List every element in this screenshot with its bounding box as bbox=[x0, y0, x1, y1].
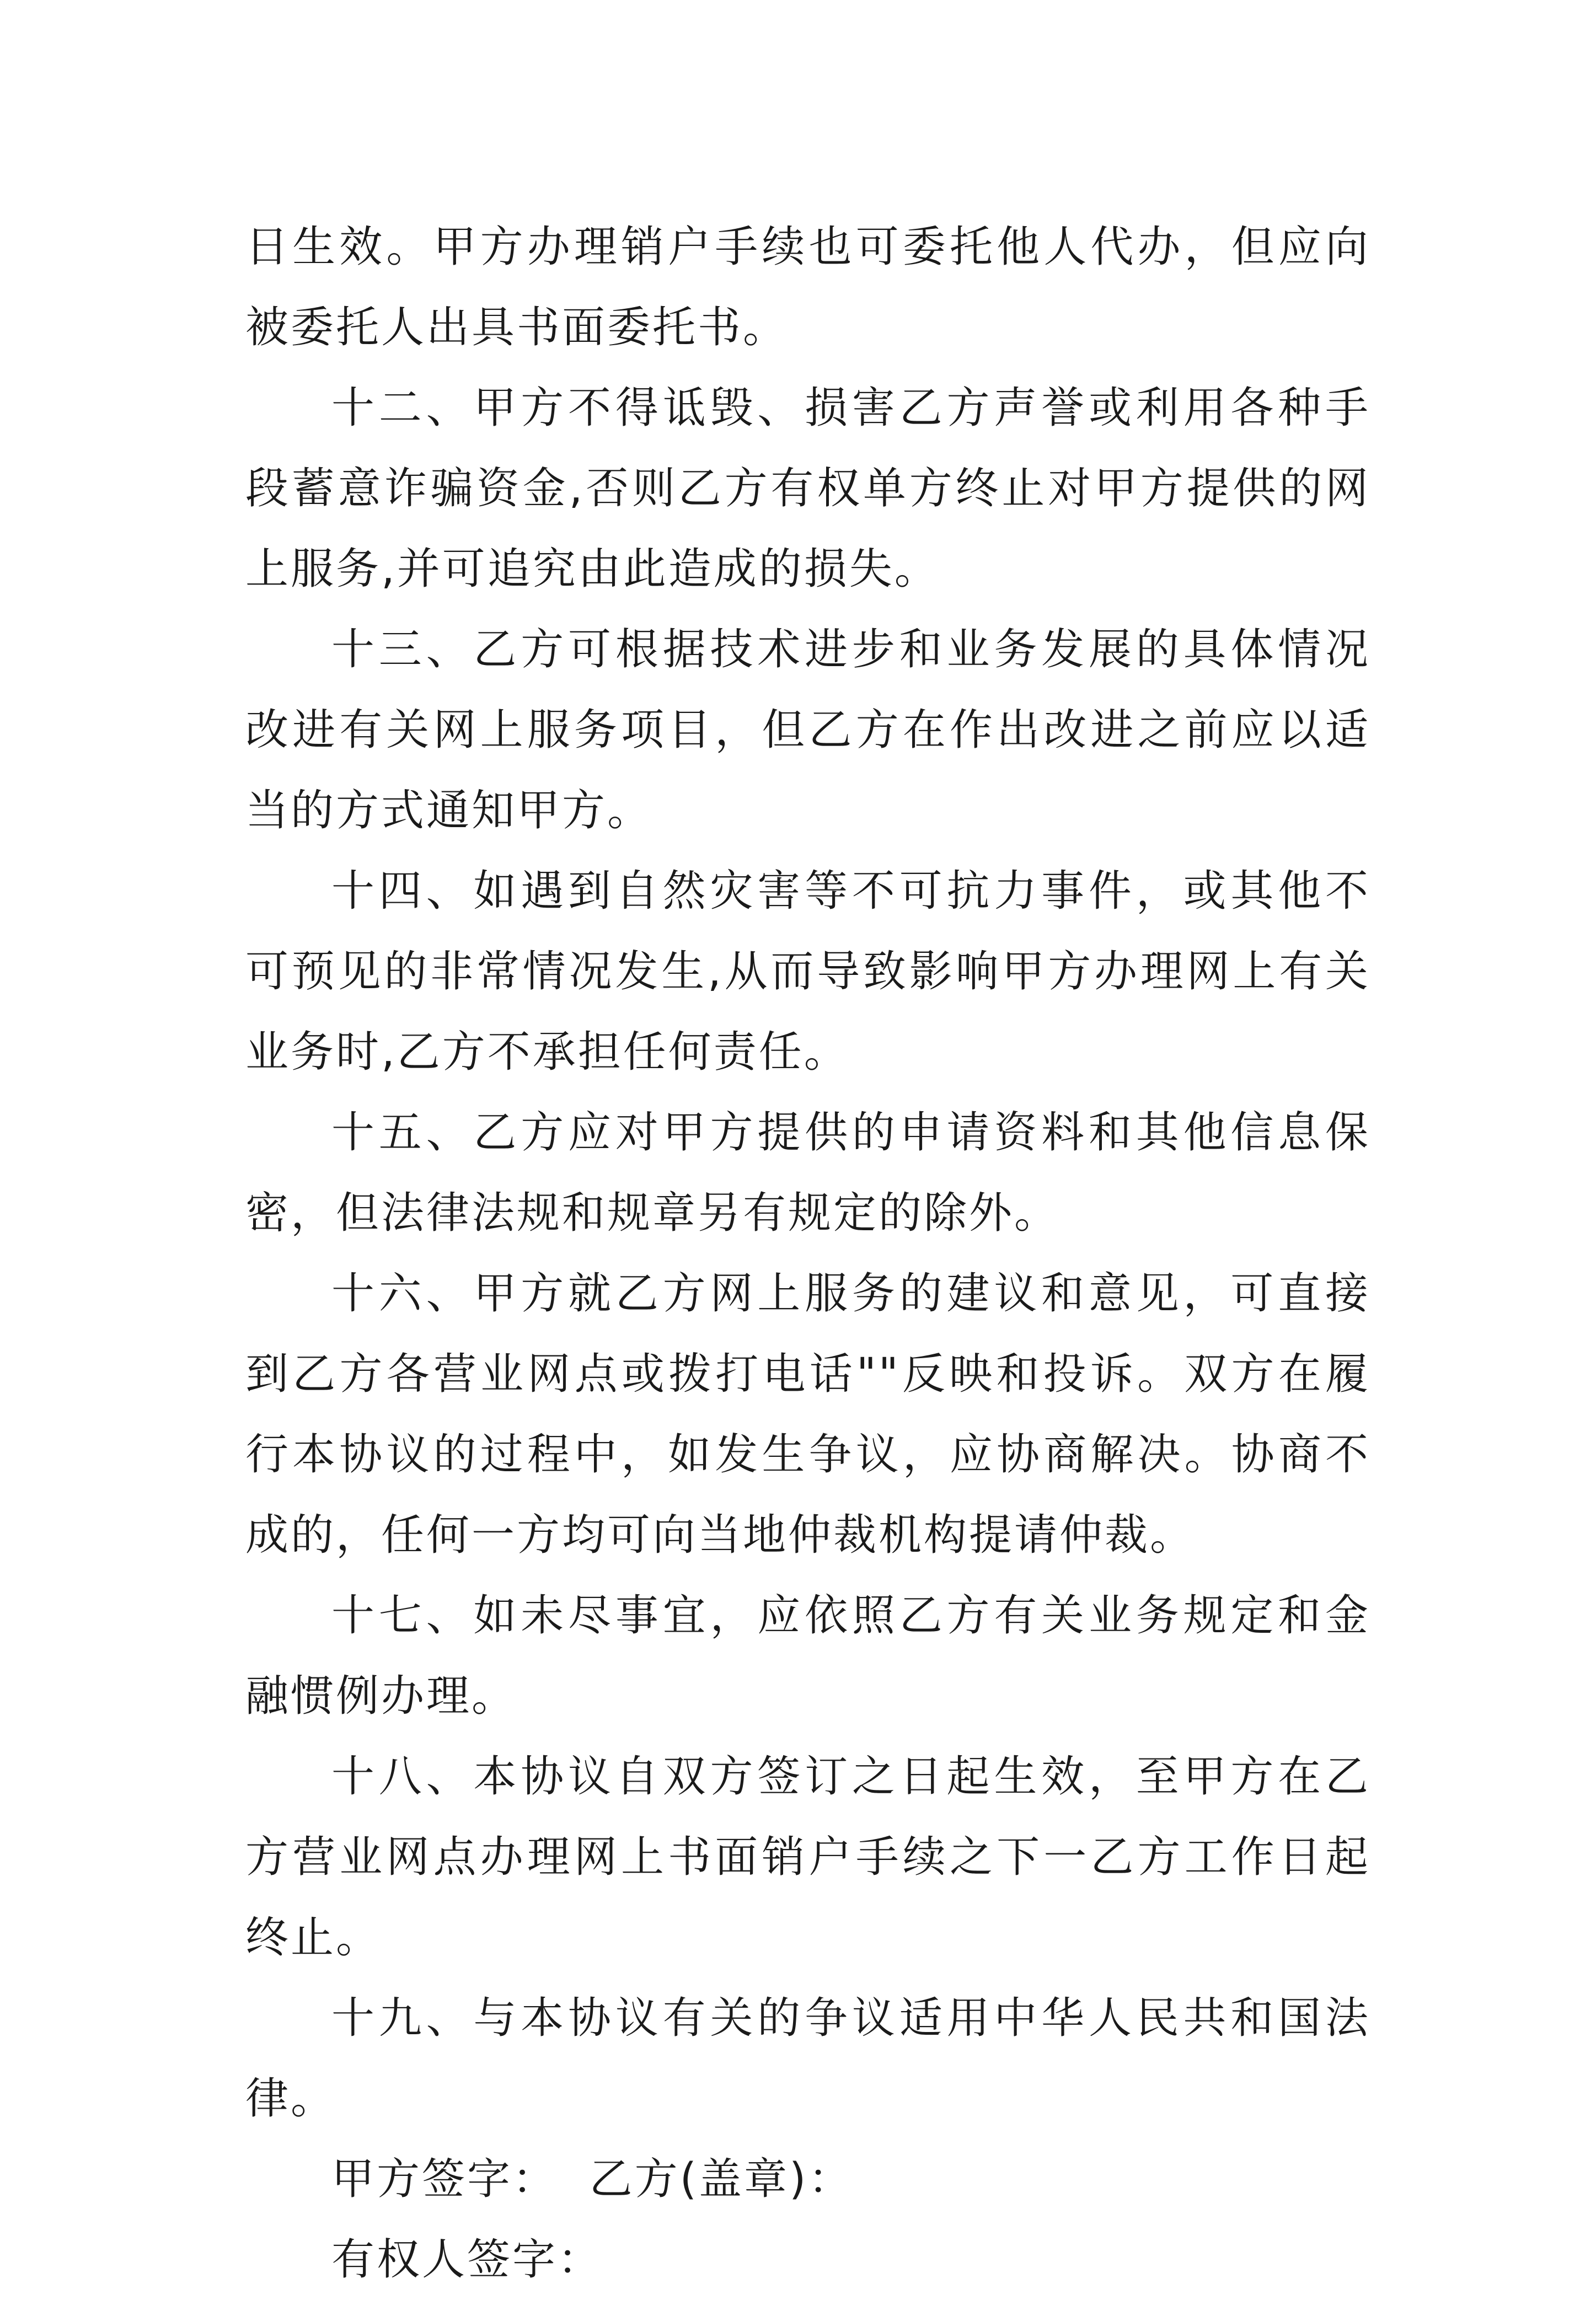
clause-14: 十四、如遇到自然灾害等不可抗力事件，或其他不可预见的非常情况发生,从而导致影响甲方办理网上有关业务时,乙方不承担任何责任。 bbox=[245, 866, 1370, 1077]
clause-13: 十三、乙方可根据技术进步和业务发展的具体情况改进有关网上服务项目，但乙方在作出改进之前应以适当的方式通知甲方。 bbox=[245, 625, 1370, 835]
authorized-signature-label: 有权人签字： bbox=[331, 2235, 603, 2285]
clause-18: 十八、本协议自双方签订之日起生效，至甲方在乙方营业网点办理网上书面销户手续之下一乙方工作日起终止。 bbox=[245, 1752, 1370, 1963]
party-b-seal-label: 乙方(盖章)： bbox=[589, 2154, 854, 2204]
clause-11-continued: 日生效。甲方办理销户手续也可委托他人代办，但应向被委托人出具书面委托书。 bbox=[245, 222, 1370, 352]
document-body bbox=[245, 207, 1370, 2300]
clause-19: 十九、与本协议有关的争议适用中华人民共和国法律。 bbox=[245, 1993, 1370, 2124]
party-a-signature-label: 甲方签字： bbox=[331, 2154, 558, 2204]
clause-12: 十二、甲方不得诋毁、损害乙方声誉或利用各种手段蓄意诈骗资金,否则乙方有权单方终止对甲方提供的网上服务,并可追究由此造成的损失。 bbox=[245, 383, 1370, 594]
clause-15: 十五、乙方应对甲方提供的申请资料和其他信息保密，但法律法规和规章另有规定的除外。 bbox=[245, 1108, 1370, 1238]
signature-line bbox=[245, 2139, 1370, 2219]
clause-16: 十六、甲方就乙方网上服务的建议和意见，可直接到乙方各营业网点或拨打电话""反映和投诉。双方在履行本协议的过程中，如发生争议，应协商解决。协商不成的，任何一方均可向当地仲裁机构提请仲裁。 bbox=[245, 1269, 1370, 1560]
clause-17: 十七、如未尽事宜，应依照乙方有关业务规定和金融惯例办理。 bbox=[245, 1591, 1370, 1721]
authorized-signature-line bbox=[245, 2219, 1370, 2300]
